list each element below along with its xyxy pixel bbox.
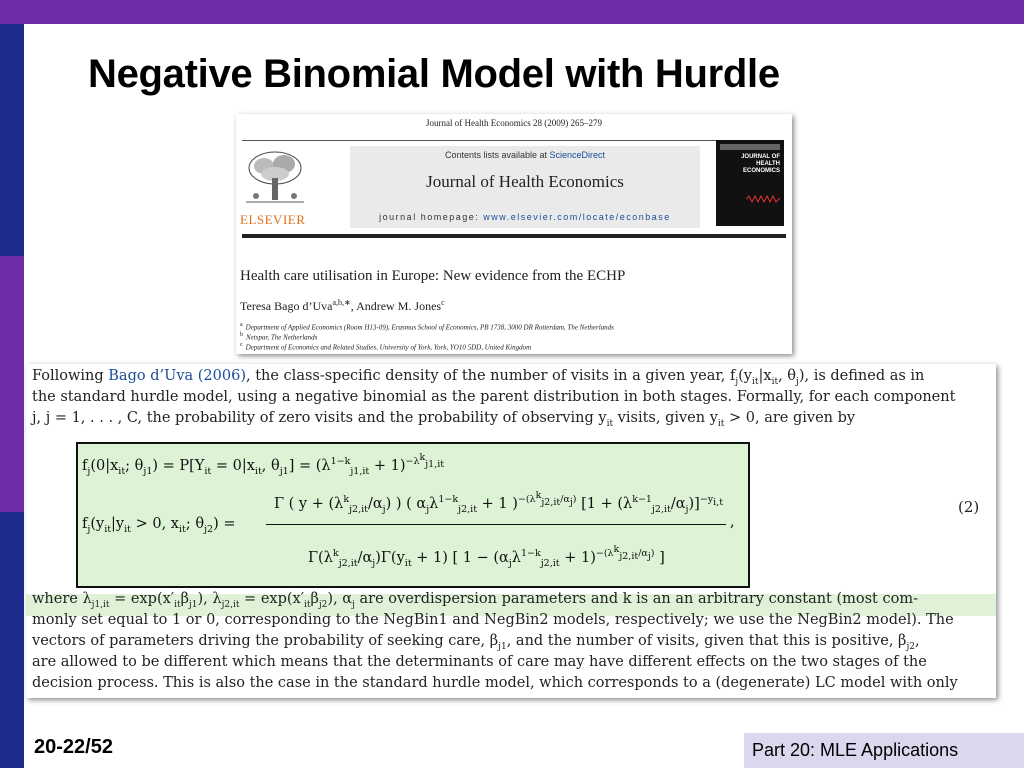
journal-citation: Journal of Health Economics 28 (2009) 265–279 [426,118,602,128]
affiliation-mark: b [240,332,243,338]
text: visits, given y [613,410,718,426]
eq-text: + 1) [ 1 − (α [411,549,509,566]
journal-top-rule [242,140,722,141]
eq-text: (y [90,516,105,532]
eq-text: (0|x [90,457,119,474]
affiliation-text: Department of Applied Economics (Room H13-09), Erasmus School of Economics, PB 1738, 3000 DR Rotterdam, The Netherlands [245,323,614,332]
text: Following [32,368,109,384]
eq-text: + 1) [559,549,596,566]
eq-text: )] [688,495,700,512]
eq-text: /α [357,549,373,566]
eq-text: , θ [261,457,280,474]
author-2: , Andrew M. Jones [350,299,442,313]
equation-fraction-bar [266,524,726,525]
affiliation-b [240,332,317,341]
paragraph-2-line-4: are allowed to be different which means that the determinants of care may have different effects on the two stages of the [32,654,927,670]
eq-text: f [82,516,88,532]
text: = exp(x′ [109,591,175,607]
paragraph-1-line-2: the standard hurdle model, using a negative binomial as the parent distribution in both stages. Formally, for each component [32,389,956,405]
affiliation-mark: a [240,322,243,328]
author-2-affil: c [441,298,445,307]
text: vectors of parameters driving the probability of seeking care, β [32,633,499,649]
journal-title-box [350,146,700,228]
eq-text: ) ) ( α [385,495,427,512]
paragraph-2-line-5: decision process. This is also the case in the standard hurdle model, which corresponds to a (degenerate) LC model with only [32,675,958,691]
text: where λ [32,591,92,607]
eq-text: = 0|x [211,457,255,474]
cover-wave-icon [746,194,780,204]
contents-availability [350,150,700,160]
text: j, j = 1, . . . , C, the probability of zero visits and the probability of observing y [32,410,607,426]
homepage-url-link[interactable]: www.elsevier.com/locate/econbase [483,212,671,222]
journal-cover-image [716,140,784,226]
cover-title: JOURNAL OF HEALTH ECONOMICS [741,154,780,174]
equation-2-box [76,442,750,588]
left-bar-segment-purple [0,256,24,512]
eq-text: )Γ(y [375,549,405,566]
contents-prefix: Contents lists available at [444,150,550,160]
footer-label: Part 20: MLE Applications [744,733,1024,768]
affiliation-c [240,342,531,351]
eq-text: + 1) [369,457,406,474]
text: , θ [778,368,797,384]
equation-numerator: Γ ( $y + (\lambda^k_{j2,it}/\alpha_j)$ ) ( $\alpha_j\lambda^{1-k}_{j2,it} + 1$ )$^{-(\lambda^k_{j2,it}/\alpha_j)}$ $[1 + (\lambda^{k-1}_{j2,it}/\alpha_j)]^{-y_{i,t}}$ [274,490,724,515]
paragraph-1-line-1: Following Bago d’Uva (2006), the class-specific density of the number of visits in a given year, $f_j(y_{it}|x_{it}$, $\theta_j$), is defined as in [32,368,925,387]
left-bar-segment-navy-top [0,24,24,256]
eq-text: f [82,457,88,474]
paragraph-2-line-3: vectors of parameters driving the probability of seeking care, $\beta_{j1}$, and the number of visits, given that this is positive, $\beta_{j2}$, [32,633,920,652]
affiliation-text: Department of Economics and Related Studies, University of York, York, YO10 5DD, United Kingdom [245,343,532,352]
text: |x [758,368,772,384]
text: β [180,591,189,607]
equation-number: (2) [958,498,980,516]
eq-text: ; θ [125,457,144,474]
left-accent-bar [0,24,24,768]
text: (y [738,368,752,384]
text: , the class-specific density of the number of visits in a given year, f [245,368,736,384]
slide-title: Negative Binomial Model with Hurdle [88,52,780,96]
affiliation-a [240,322,614,331]
eq-text: ) = [213,516,236,532]
publisher-name: ELSEVIER [240,212,306,227]
text: > 0, are given by [724,410,856,426]
journal-header-clipping [236,114,792,354]
paper-excerpt [26,364,996,698]
equation-line-positive-visits: $f_j(y_{it}|y_{it} > 0$, $x_{it}$; $\theta_{j2}$) = [82,516,236,535]
eq-text: + 1 ) [477,495,518,512]
equation-comma: , [730,514,735,530]
paragraph-2-line-2: monly set equal to 1 or 0, corresponding to the NegBin1 and NegBin2 models, respectively; we use the NegBin2 model). The [32,612,954,628]
journal-homepage [350,212,700,222]
eq-text: [1 + (λ [581,495,633,512]
eq-text: λ [511,549,521,566]
homepage-prefix: journal homepage: [379,212,484,222]
affiliation-mark: c [240,342,243,348]
paragraph-1-line-3: j, j = 1, . . . , C, the probability of zero visits and the probability of observing $y_{it}$ visits, given $y_{it} > 0$, are given by [32,410,856,429]
text: β [310,591,319,607]
paragraph-2-line-1: where $\lambda_{j1,it} = \exp(x'_{it}\beta_{j1})$, $\lambda_{j2,it} = \exp(x'_{it}\beta_{j2})$, $\alpha_j$ are overdispersion parameters and k is an an arbitrary constant (most com- [32,591,918,610]
eq-text: Γ ( y + (λ [274,495,344,512]
cover-top-band [720,144,780,150]
eq-text: ) = P[Y [152,457,205,474]
eq-text: /α [367,495,383,512]
eq-text: ] = (λ [288,457,331,474]
journal-bottom-rule [242,234,786,238]
eq-text: Γ(λ [308,549,333,566]
text: ), α [327,591,353,607]
text: , and the number of visits, given that this is positive, β [506,633,907,649]
eq-text: ] [654,549,665,566]
eq-text: ; θ [185,516,205,532]
author-1-affil: a,b,∗ [332,298,351,307]
elsevier-tree-icon [240,148,310,210]
eq-text: > 0, x [130,516,179,532]
eq-text: /α [670,495,686,512]
citation-link[interactable]: Bago d’Uva (2006) [108,368,246,384]
sciencedirect-link[interactable]: ScienceDirect [549,150,606,160]
text: = exp(x′ [239,591,304,607]
article-authors [240,298,445,314]
affiliation-text: Netspar, The Netherlands [246,333,318,342]
text: ), λ [197,591,222,607]
elsevier-logo [240,148,316,228]
left-bar-segment-navy-bottom [0,512,24,768]
slide-number: 20-22/52 [34,736,113,758]
text: ), is defined as in [798,368,925,384]
journal-name: Journal of Health Economics [426,172,624,191]
top-accent-bar [0,0,1024,24]
eq-text: λ [429,495,439,512]
text: are overdispersion parameters and k is an an arbitrary constant (most com- [354,591,918,607]
article-title: Health care utilisation in Europe: New evidence from the ECHP [240,268,626,284]
equation-denominator: $\Gamma(\lambda^k_{j2,it}/\alpha_j)\Gamma(y_{it} + 1)$ [ $1 - (\alpha_j\lambda^{1-k}_{j2,it} + 1)^{-(\lambda^k_{j2,it}/\alpha_j)}$ ] [308,544,665,569]
equation-line-zero-visits: $f_j(0|x_{it}$; $\theta_{j1}) = P[Y_{it} = 0|x_{it}$, $\theta_{j1}] = (\lambda^{1-k}_{j1,it} + 1)^{-\lambda^k_{j1,it}}$ [82,452,445,477]
eq-text: |y [111,516,125,532]
author-1: Teresa Bago d’Uva [240,299,333,313]
